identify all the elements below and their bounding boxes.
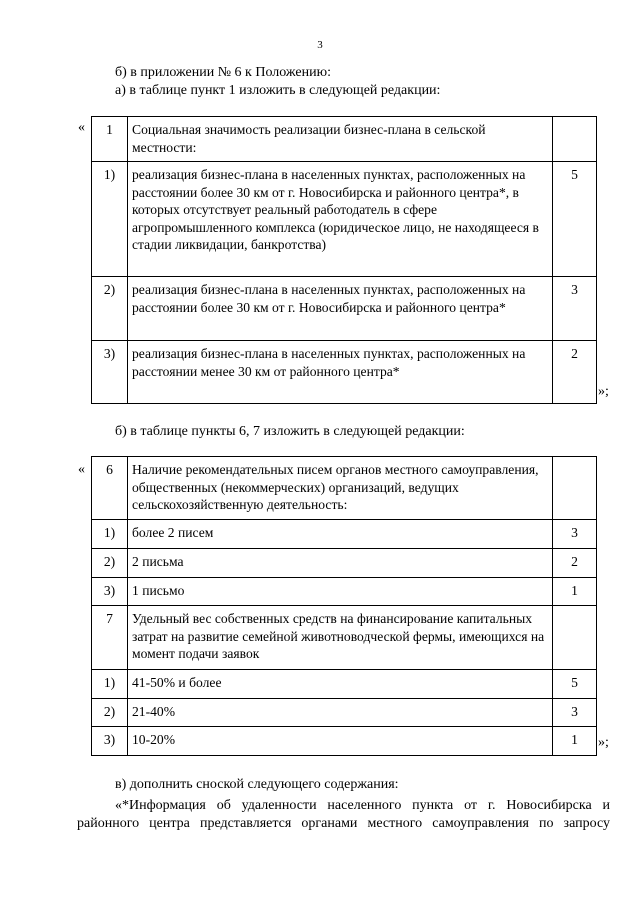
table-row — [92, 727, 597, 756]
intro-line-1: б) в приложении № 6 к Положению: — [115, 65, 331, 80]
row-text: 41-50% и более — [128, 670, 553, 699]
row-number: 2) — [92, 699, 128, 727]
row-points: 2 — [553, 549, 597, 578]
row-number: 6 — [92, 457, 128, 520]
page-number: 3 — [317, 39, 323, 51]
table2-close-mark: »; — [598, 735, 609, 750]
row-points: 3 — [553, 520, 597, 549]
row-points: 5 — [553, 162, 597, 277]
row-number: 7 — [92, 606, 128, 670]
row-text: Удельный вес собственных средств на финансирование капитальных затрат на развитие семейной животноводческой фермы, имеющихся на момент подачи заявок — [128, 606, 553, 670]
row-points: 3 — [553, 277, 597, 341]
row-text: более 2 писем — [128, 520, 553, 549]
row-number: 1 — [92, 117, 128, 162]
row-text: Социальная значимость реализации бизнес-плана в сельской местности: — [128, 117, 553, 162]
row-text: 10-20% — [128, 727, 553, 756]
row-points: 5 — [553, 670, 597, 699]
row-text: 2 письма — [128, 549, 553, 578]
table1-close-mark: »; — [598, 384, 609, 399]
table-row — [92, 549, 597, 578]
row-number: 1) — [92, 670, 128, 699]
row-text: Наличие рекомендательных писем органов местного самоуправления, общественных (некоммерческих) организаций, ведущих сельскохозяйственную деятельность: — [128, 457, 553, 520]
row-number: 3) — [92, 341, 128, 404]
table-row — [92, 606, 597, 670]
table2-open-quote: « — [78, 462, 85, 477]
table-row — [92, 162, 597, 277]
row-number: 2) — [92, 549, 128, 578]
table-row — [92, 277, 597, 341]
row-text: реализация бизнес-плана в населенных пунктах, расположенных на расстоянии менее 30 км от районного центра* — [128, 341, 553, 404]
table-row — [92, 341, 597, 404]
row-points: 1 — [553, 578, 597, 606]
criteria-table-2 — [91, 456, 597, 756]
row-number: 2) — [92, 277, 128, 341]
row-points — [553, 117, 597, 162]
table-row — [92, 457, 597, 520]
row-points — [553, 606, 597, 670]
mid-line: б) в таблице пункты 6, 7 изложить в следующей редакции: — [115, 424, 465, 439]
row-points: 1 — [553, 727, 597, 756]
table1-open-quote: « — [78, 120, 85, 135]
row-text: реализация бизнес-плана в населенных пунктах, расположенных на расстоянии более 30 км от г. Новосибирска и районного центра* — [128, 277, 553, 341]
row-number: 1) — [92, 162, 128, 277]
table-row — [92, 670, 597, 699]
table-row — [92, 520, 597, 549]
row-number: 3) — [92, 727, 128, 756]
footer-line-2: «*Информация об удаленности населенного пункта от г. Новосибирска и — [115, 798, 610, 813]
row-points: 2 — [553, 341, 597, 404]
footer-line-1: в) дополнить сноской следующего содержания: — [115, 777, 399, 792]
row-number: 1) — [92, 520, 128, 549]
row-text: реализация бизнес-плана в населенных пунктах, расположенных на расстоянии более 30 км от г. Новосибирска и районного центра*, в которых отсутствует реальный работодатель в сфере агропромышленного комплекса (юридическое лицо, не находящееся в стадии ликвидации, банкротства) — [128, 162, 553, 277]
table-row — [92, 117, 597, 162]
footer-line-3: районного центра представляется органами местного самоуправления по запросу — [77, 816, 610, 831]
row-points: 3 — [553, 699, 597, 727]
row-points — [553, 457, 597, 520]
row-text: 21-40% — [128, 699, 553, 727]
table-row — [92, 699, 597, 727]
row-number: 3) — [92, 578, 128, 606]
row-text: 1 письмо — [128, 578, 553, 606]
intro-line-2: а) в таблице пункт 1 изложить в следующей редакции: — [115, 83, 441, 98]
criteria-table-1 — [91, 116, 597, 404]
table-row — [92, 578, 597, 606]
